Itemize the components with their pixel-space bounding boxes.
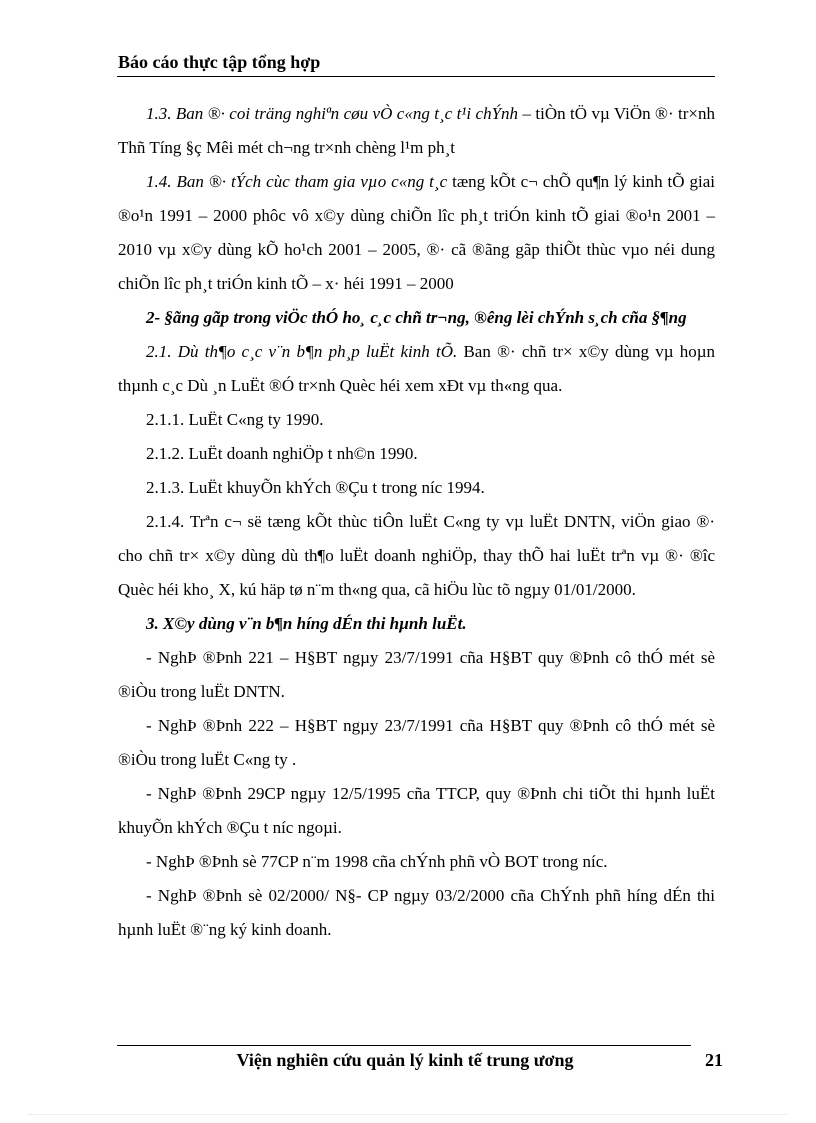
list-item-decree-77cp: - NghÞ ®Þnh sè 77CP n¨m 1998 cña chÝnh phñ vÒ BOT trong níc.: [146, 852, 608, 871]
list-item-decree-222: - NghÞ ®Þnh 222 – H§BT ngµy 23/7/1991 cña H§BT quy ®Þnh cô thÓ mét sè ®iÒu trong luËt C«ng ty .: [118, 716, 715, 769]
section-heading-3: 3. X©y dùng v¨n b¶n híng dÉn thi hµnh luËt.: [146, 614, 467, 633]
list-item-decree-29cp: - NghÞ ®Þnh 29CP ngµy 12/5/1995 cña TTCP, quy ®Þnh chi tiÕt thi hµnh luËt khuyÕn khÝch ®Çu t níc ngoµi.: [118, 784, 715, 837]
paragraph-2-1-2: 2.1.2. LuËt doanh nghiÖp t nh©n 1990.: [146, 444, 418, 463]
report-header-title: Báo cáo thực tập tổng hợp: [118, 52, 321, 72]
section-heading-2: 2- §ãng gãp trong viÖc thÓ ho¸ c¸c chñ tr¬ng, ®êng lèi chÝnh s¸ch cña §¶ng: [146, 308, 687, 327]
paragraph-2-1: [118, 335, 715, 403]
header-divider: [117, 76, 715, 77]
footer-institute-name: Viện nghiên cứu quản lý kinh tế trung ương: [236, 1050, 574, 1070]
paragraph-2-1-4: 2.1.4. Trªn c¬ së tæng kÕt thùc tiÔn luËt C«ng ty vµ luËt DNTN, viÖn giao ®· cho chñ tr× x©y dùng dù th¶o luËt doanh nghiÖp, thay thÕ hai luËt trªn vµ ®· ®îc Quèc héi kho¸ X, kú häp tø n¨m th«ng qua, cã hiÖu lùc tõ ngµy 01/01/2000.: [118, 512, 715, 599]
paragraph-2-1-1: 2.1.1. LuËt C«ng ty 1990.: [146, 410, 324, 429]
paragraph-1-4-text: tæng kÕt c¬ chÕ qu¶n lý kinh tÕ giai ®o¹n 1991 – 2000 phôc vô x©y dùng chiÕn lîc ph¸t triÓn kinh tÕ giai ®o¹n 2001 – 2010 vµ x©y dùng kÕ ho¹ch 2001 – 2005, ®· cã ®ãng gãp thiÕt thùc vµo néi dung chiÕn lîc ph¸t triÓn kinh tÕ – x· héi 1991 – 2000: [118, 172, 715, 293]
paragraph-1-3: [118, 97, 715, 165]
page-number: 21: [705, 1050, 723, 1070]
paragraph-2-1-lead: 2.1. Dù th¶o c¸c v¨n b¶n ph¸p luËt kinh tÕ.: [146, 342, 458, 361]
paragraph-2-1-3: 2.1.3. LuËt khuyÕn khÝch ®Çu t trong níc 1994.: [146, 478, 485, 497]
list-item-decree-221: - NghÞ ®Þnh 221 – H§BT ngµy 23/7/1991 cña H§BT quy ®Þnh cô thÓ mét sè ®iÒu trong luËt DNTN.: [118, 648, 715, 701]
paragraph-1-3-lead: 1.3. Ban ®· coi träng nghiªn cøu vÒ c«ng t¸c t¹i chÝnh: [146, 104, 519, 123]
page-bottom-border: [28, 1114, 788, 1115]
paragraph-2-1-text: Ban ®· chñ tr× x©y dùng vµ hoµn thµnh c¸c Dù ¸n LuËt ®Ó tr×nh Quèc héi xem xÐt vµ th«ng qua.: [118, 342, 716, 395]
body-text: [118, 97, 715, 947]
list-item-decree-02-2000: - NghÞ ®Þnh sè 02/2000/ N§- CP ngµy 03/2/2000 cña ChÝnh phñ híng dÉn thi hµnh luËt ®¨ng ký kinh doanh.: [118, 886, 715, 939]
footer-divider: [117, 1045, 691, 1046]
paragraph-1-4-lead: 1.4. Ban ®· tÝch cùc tham gia vµo c«ng t¸c: [146, 172, 448, 191]
paragraph-1-3-text: – tiÒn tÖ vµ ViÖn ®· tr×nh Thñ Tíng §ç Mêi mét ch¬ng tr×nh chèng l¹m ph¸t: [118, 104, 716, 157]
paragraph-1-4: [118, 165, 715, 301]
